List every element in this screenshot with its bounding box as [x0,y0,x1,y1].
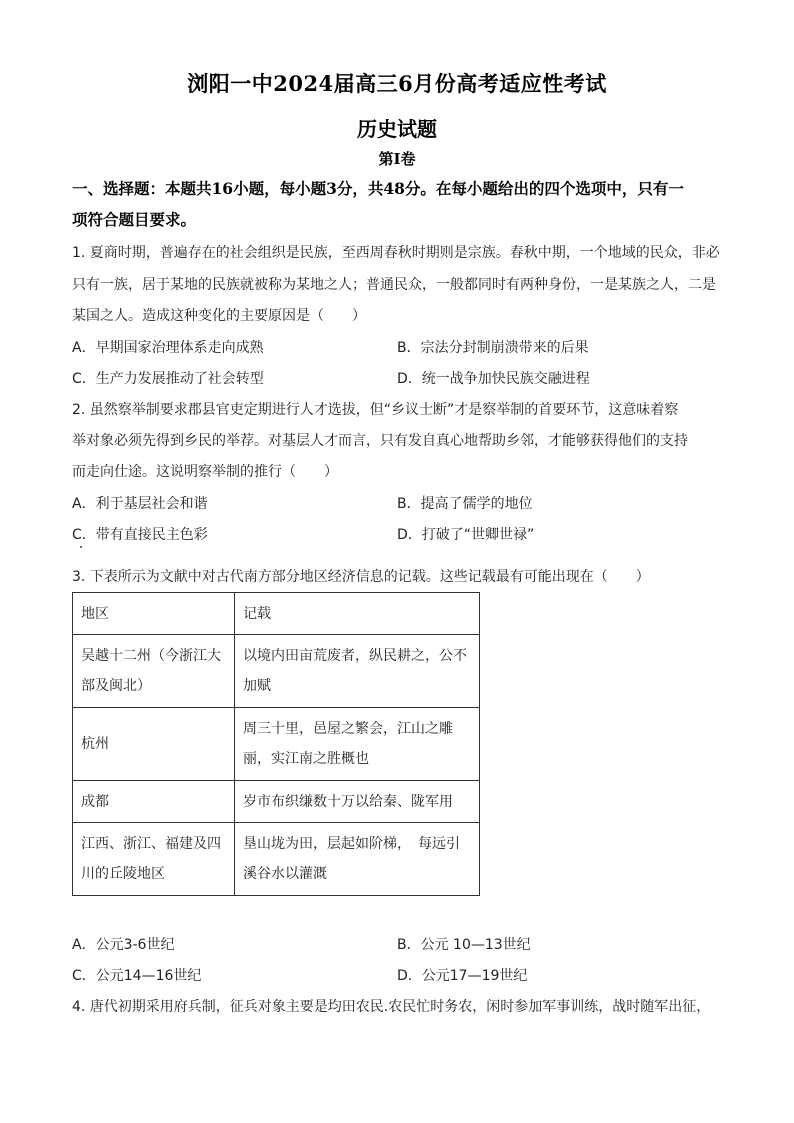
question-2-line-2: 举对象必须先得到乡民的举荐。对基层人才而言，只有发自真心地帮助乡邻，才能够获得他们的支持 [72,433,688,449]
exam-title: 浏阳一中2024届高三6月份高考适应性考试 [187,71,607,96]
table-header-row [73,593,480,635]
cell-line: 加赋 [243,678,271,694]
table-row [73,823,480,896]
question-2-option-a[interactable]: A．利于基层社会和谐 [72,496,208,512]
cell-line: 垦山垅为田，层起如阶梯， 每远引 [243,836,460,852]
table-row [73,708,480,781]
question-1-option-c[interactable]: C．生产力发展推动了社会转型 [72,371,264,387]
stray-mark [80,546,82,548]
table-cell [73,823,235,896]
table-cell [235,635,480,708]
table-header-cell: 地区 [73,593,235,635]
cell-line: 吴越十二州（今浙江大 [81,648,221,664]
table-cell [235,823,480,896]
cell-line: 周三十里，邑屋之繁会，江山之雕 [243,721,453,737]
question-1-line-1: 1. 夏商时期，普遍存在的社会组织是民族，至西周春秋时期则是宗族。春秋中期，一个地域的民众，非必 [72,245,720,261]
question-3-option-c[interactable]: C．公元14—16世纪 [72,968,202,984]
cell-line: 杭州 [81,736,109,752]
table-cell [73,781,235,823]
cell-line: 以境内田亩荒废者，纵民耕之，公不 [243,648,467,664]
question-2-option-c[interactable]: C．带有直接民主色彩 [72,527,208,543]
question-2-line-3: 而走向仕途。这说明察举制的推行（ ） [72,464,338,480]
question-3-option-d[interactable]: D．公元17—19世纪 [397,968,528,984]
table-cell [73,708,235,781]
question-2-line-1: 2. 虽然察举制要求郡县官吏定期进行人才选拔，但“乡议士断”才是察举制的首要环节，这意味着察 [72,402,679,418]
economic-records-table [72,592,480,896]
table-row [73,781,480,823]
question-3-option-b[interactable]: B．公元 10—13世纪 [397,937,531,953]
question-1-option-d[interactable]: D．统一战争加快民族交融进程 [397,371,590,387]
table-cell [235,781,480,823]
question-3-line-1: 3. 下表所示为文献中对古代南方部分地区经济信息的记载。这些记载最有可能出现在（ ） [72,569,650,585]
table-cell [73,635,235,708]
cell-line: 丽，实江南之胜概也 [243,751,369,767]
cell-line: 岁市布织缣数十万以给秦、陇军用 [243,793,453,810]
question-1-line-3: 某国之人。造成这种变化的主要原因是（ ） [72,308,366,324]
question-2-option-d[interactable]: D．打破了“世卿世禄” [397,527,535,543]
section-heading-line-2: 项符合题目要求。 [72,210,197,229]
volume-label: 第Ⅰ卷 [378,150,416,168]
table-header-cell: 记载 [235,593,480,635]
subject-title: 历史试题 [357,117,437,141]
cell-line: 成都 [81,793,109,810]
cell-line: 溪谷水以灌溉 [243,866,327,882]
question-4-line-1: 4. 唐代初期采用府兵制，征兵对象主要是均田农民.农民忙时务农，闲时参加军事训练，战时随军出征， [72,999,711,1015]
question-2-option-b[interactable]: B．提高了儒学的地位 [397,496,533,512]
cell-line: 部及闽北） [81,678,151,694]
question-1-line-2: 只有一族，居于某地的民族就被称为某地之人；普通民众，一般都同时有两种身份，一是某族之人，二是 [72,277,716,293]
question-3-option-a[interactable]: A．公元3-6世纪 [72,937,175,953]
cell-line: 江西、浙江、福建及四 [81,836,221,852]
table-row [73,635,480,708]
section-heading-line-1: 一、选择题：本题共16小题，每小题3分，共48分。在每小题给出的四个选项中，只有一 [72,179,684,198]
question-1-option-b[interactable]: B．宗法分封制崩溃带来的后果 [397,340,589,356]
question-1-option-a[interactable]: A．早期国家治理体系走向成熟 [72,340,264,356]
cell-line: 川的丘陵地区 [81,866,165,882]
table-cell [235,708,480,781]
